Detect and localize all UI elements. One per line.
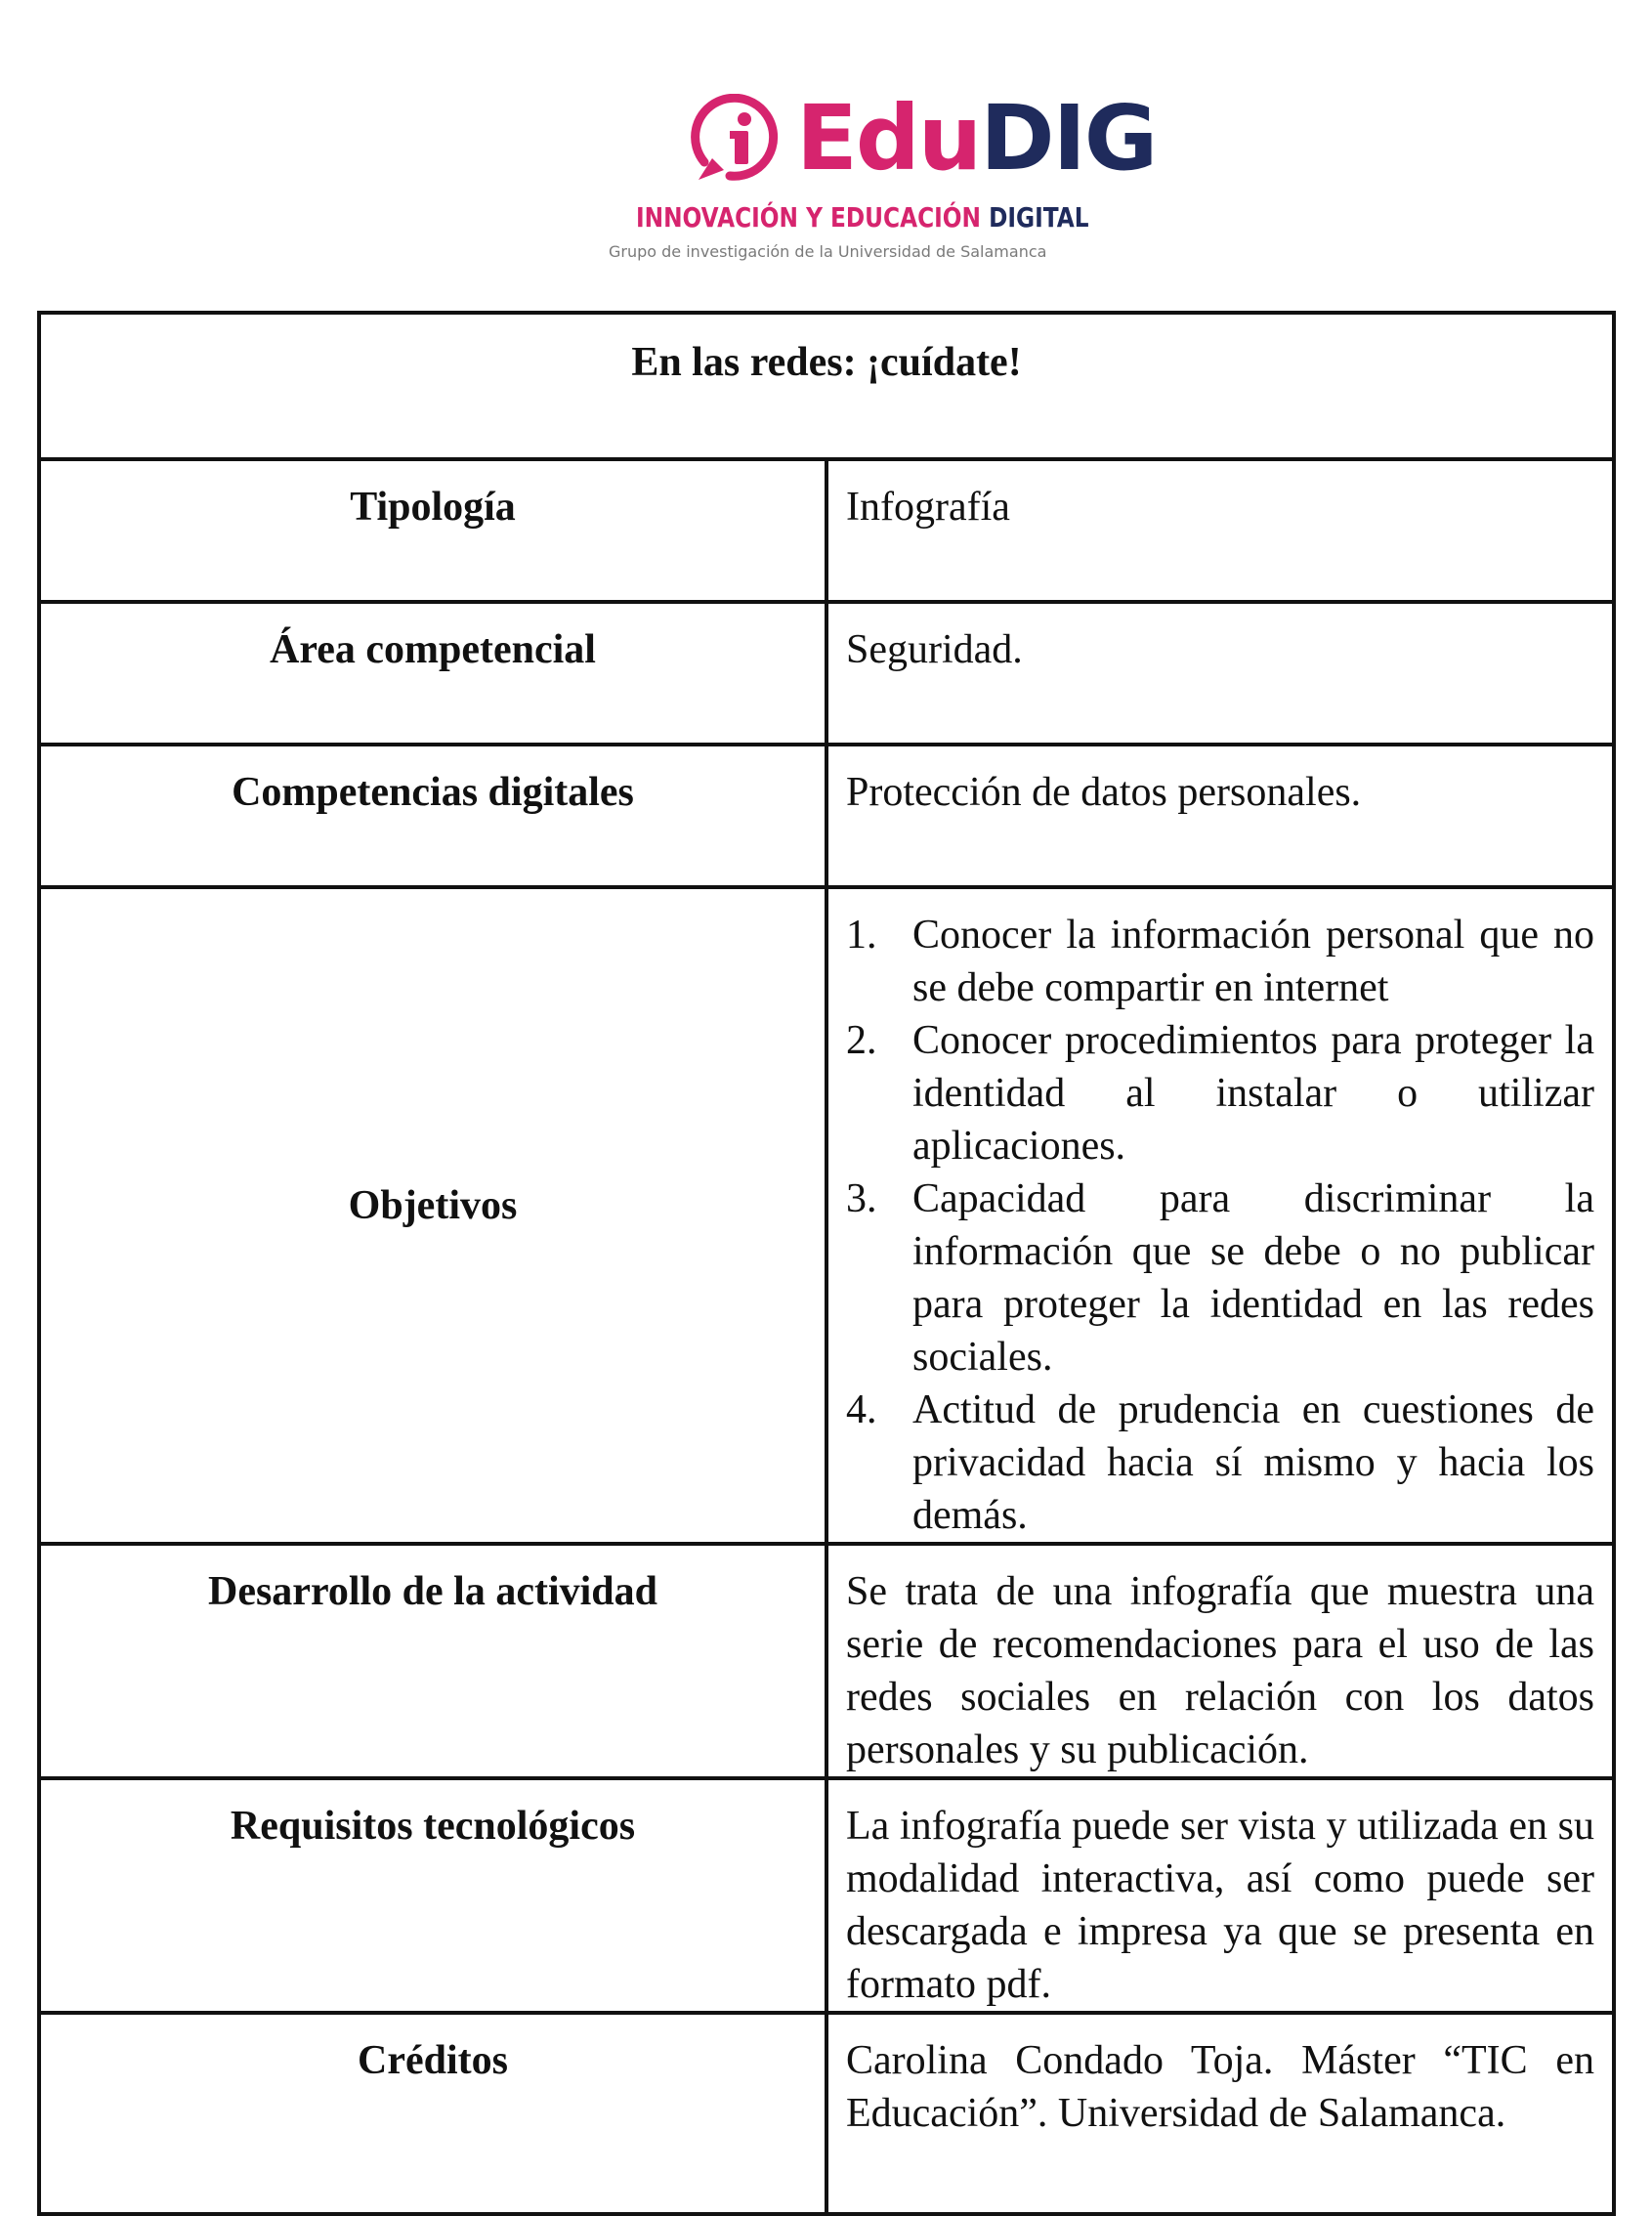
- edudig-i-logo-icon: [691, 94, 788, 182]
- row-label-competencias: Competencias digitales: [39, 745, 826, 887]
- title-row: [39, 313, 1614, 459]
- row-value-objetivos: [826, 887, 1614, 1544]
- row-value-competencias: Protección de datos personales.: [826, 745, 1614, 887]
- row-label-requisitos: Requisitos tecnológicos: [39, 1778, 826, 2013]
- list-item: [846, 1384, 1594, 1542]
- sheet-title: En las redes: ¡cuídate!: [39, 313, 1614, 459]
- row-label-desarrollo: Desarrollo de la actividad: [39, 1544, 826, 1778]
- list-number: 2.: [846, 1018, 877, 1063]
- list-item: [846, 909, 1594, 1014]
- table-row: [39, 1778, 1614, 2013]
- row-value-creditos: Carolina Condado Toja. Máster “TIC en Educación”. Universidad de Salamanca.: [826, 2013, 1614, 2214]
- table-row: [39, 602, 1614, 745]
- list-item: [846, 1014, 1594, 1172]
- logo-subtitle: Grupo de investigación de la Universidad de Salamanca: [609, 242, 1047, 261]
- list-item: [846, 1172, 1594, 1384]
- list-item-text: Conocer procedimientos para proteger la identidad al instalar o utilizar aplicaciones.: [912, 1018, 1594, 1169]
- row-label-creditos: Créditos: [39, 2013, 826, 2214]
- logo-word-edu: Edu: [796, 86, 981, 191]
- list-number: 3.: [846, 1176, 877, 1221]
- table-row: [39, 2013, 1614, 2214]
- row-value-tipologia: Infografía: [826, 459, 1614, 602]
- table-row: [39, 887, 1614, 1544]
- objectives-list: [846, 909, 1594, 1542]
- row-label-objetivos: Objetivos: [39, 887, 826, 1544]
- list-number: 1.: [846, 913, 877, 958]
- table-row: [39, 1544, 1614, 1778]
- row-value-area: Seguridad.: [826, 602, 1614, 745]
- row-value-desarrollo: Se trata de una infografía que muestra una serie de recomendaciones para el uso de las redes sociales en relación con los datos personales y su publicación.: [826, 1544, 1614, 1778]
- row-value-requisitos: La infografía puede ser vista y utilizada en su modalidad interactiva, así como puede ser descargada e impresa ya que se presenta en formato pdf.: [826, 1778, 1614, 2013]
- row-label-tipologia: Tipología: [39, 459, 826, 602]
- table-row: [39, 745, 1614, 887]
- list-item-text: Actitud de prudencia en cuestiones de privacidad hacia sí mismo y hacia los demás.: [912, 1387, 1594, 1538]
- list-item-text: Conocer la información personal que no se debe compartir en internet: [912, 913, 1594, 1010]
- activity-sheet-table: [37, 311, 1616, 2216]
- logo-word-dig: DIG: [980, 86, 1157, 191]
- list-number: 4.: [846, 1387, 877, 1432]
- logo-tagline-main: INNOVACIÓN Y EDUCACIÓN: [636, 201, 981, 234]
- table-row: [39, 459, 1614, 602]
- logo-tagline-digital: DIGITAL: [980, 201, 1089, 234]
- logo-tagline: [636, 201, 1089, 234]
- list-item-text: Capacidad para discriminar la información que se debe o no publicar para proteger la identidad en las redes sociales.: [912, 1176, 1594, 1380]
- row-label-area: Área competencial: [39, 602, 826, 745]
- edudig-logo: [0, 86, 1652, 276]
- logo-wordmark: [796, 86, 1157, 191]
